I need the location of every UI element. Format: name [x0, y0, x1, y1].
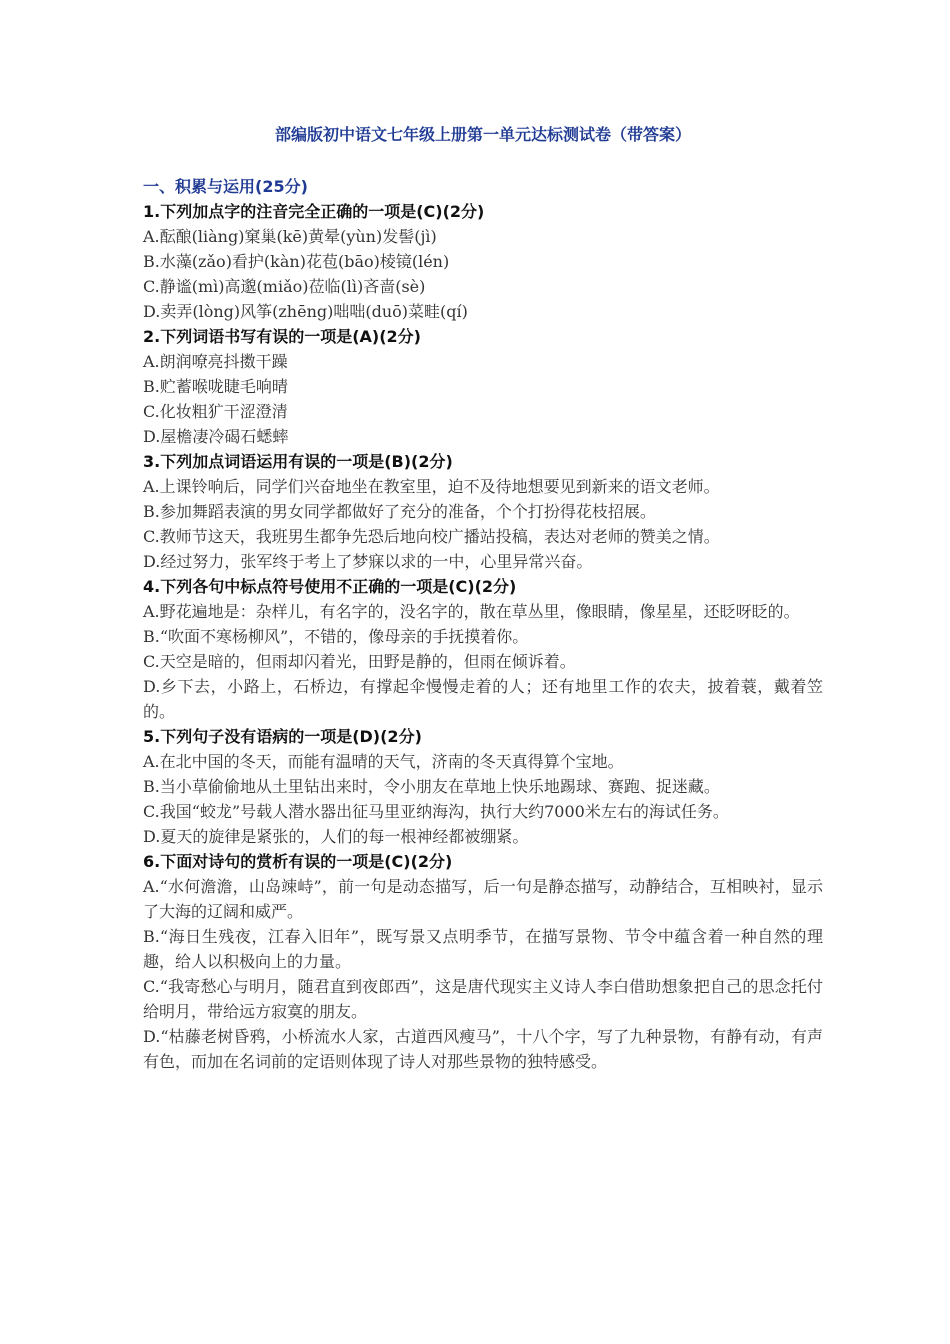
question-stem: 5.下列句子没有语病的一项是(D)(2分)	[143, 727, 422, 746]
option-d: D.乡下去，小路上，石桥边，有撑起伞慢慢走着的人；还有地里工作的农夫，披着蓑，戴着笠的。	[143, 677, 823, 721]
option-b: B.当小草偷偷地从土里钻出来时，令小朋友在草地上快乐地踢球、赛跑、捉迷藏。	[143, 777, 720, 796]
option-c: C.静谧(mì)高邈(miǎo)莅临(lì)吝啬(sè)	[143, 277, 426, 296]
option-a: A.朗润嘹亮抖擞干躁	[143, 352, 288, 371]
option-b: B.“海日生残夜，江春入旧年”，既写景又点明季节，在描写景物、节令中蕴含着一种自然的理趣，给人以积极向上的力量。	[143, 927, 823, 971]
option-a: A.在北中国的冬天，而能有温晴的天气，济南的冬天真得算个宝地。	[143, 752, 624, 771]
question-3	[143, 449, 823, 574]
option-c: C.我国“蛟龙”号载人潜水器出征马里亚纳海沟，执行大约7000米左右的海试任务。	[143, 802, 729, 821]
option-d: D.卖弄(lòng)风筝(zhēng)咄咄(duō)菜畦(qí)	[143, 302, 468, 321]
section-heading: 一、积累与运用(25分)	[143, 177, 308, 196]
option-a: A.上课铃响后，同学们兴奋地坐在教室里，迫不及待地想要见到新来的语文老师。	[143, 477, 720, 496]
document-page	[143, 120, 823, 1074]
option-c: C.化妆粗犷干涩澄清	[143, 402, 288, 421]
question-stem: 1.下列加点字的注音完全正确的一项是(C)(2分)	[143, 202, 485, 221]
question-stem: 4.下列各句中标点符号使用不正确的一项是(C)(2分)	[143, 577, 517, 596]
option-c: C.教师节这天，我班男生都争先恐后地向校广播站投稿，表达对老师的赞美之情。	[143, 527, 720, 546]
option-a: A.酝酿(liàng)窠巢(kē)黄晕(yùn)发髻(jì)	[143, 227, 437, 246]
option-d: D.屋檐凄冷碣石蟋蟀	[143, 427, 289, 446]
option-c: C.天空是暗的，但雨却闪着光，田野是静的，但雨在倾诉着。	[143, 652, 576, 671]
document-title: 部编版初中语文七年级上册第一单元达标测试卷（带答案）	[274, 125, 691, 144]
question-6	[143, 849, 823, 1074]
option-b: B.参加舞蹈表演的男女同学都做好了充分的准备，个个打扮得花枝招展。	[143, 502, 656, 521]
question-stem: 6.下面对诗句的赏析有误的一项是(C)(2分)	[143, 852, 453, 871]
option-b: B.贮蓄喉咙睫毛响晴	[143, 377, 288, 396]
question-5	[143, 724, 823, 849]
option-d: D.夏天的旋律是紧张的，人们的每一根神经都被绷紧。	[143, 827, 529, 846]
option-c: C.“我寄愁心与明月，随君直到夜郎西”，这是唐代现实主义诗人李白借助想象把自己的思念托付给明月，带给远方寂寞的朋友。	[143, 977, 823, 1021]
option-a: A.“水何澹澹，山岛竦峙”，前一句是动态描写，后一句是静态描写，动静结合，互相映衬，显示了大海的辽阔和威严。	[143, 877, 823, 921]
question-1	[143, 199, 823, 324]
option-b: B.“吹面不寒杨柳风”，不错的，像母亲的手抚摸着你。	[143, 627, 529, 646]
option-d: D.经过努力，张军终于考上了梦寐以求的一中，心里异常兴奋。	[143, 552, 593, 571]
option-b: B.水藻(zǎo)看护(kàn)花苞(bāo)棱镜(lén)	[143, 252, 450, 271]
question-stem: 2.下列词语书写有误的一项是(A)(2分)	[143, 327, 421, 346]
option-a: A.野花遍地是：杂样儿，有名字的，没名字的，散在草丛里，像眼睛，像星星，还眨呀眨的。	[143, 602, 800, 621]
question-stem: 3.下列加点词语运用有误的一项是(B)(2分)	[143, 452, 453, 471]
option-d: D.“枯藤老树昏鸦，小桥流水人家，古道西风瘦马”，十八个字，写了九种景物，有静有动，有声有色，而加在名词前的定语则体现了诗人对那些景物的独特感受。	[143, 1027, 823, 1071]
question-4	[143, 574, 823, 724]
question-2	[143, 324, 823, 449]
